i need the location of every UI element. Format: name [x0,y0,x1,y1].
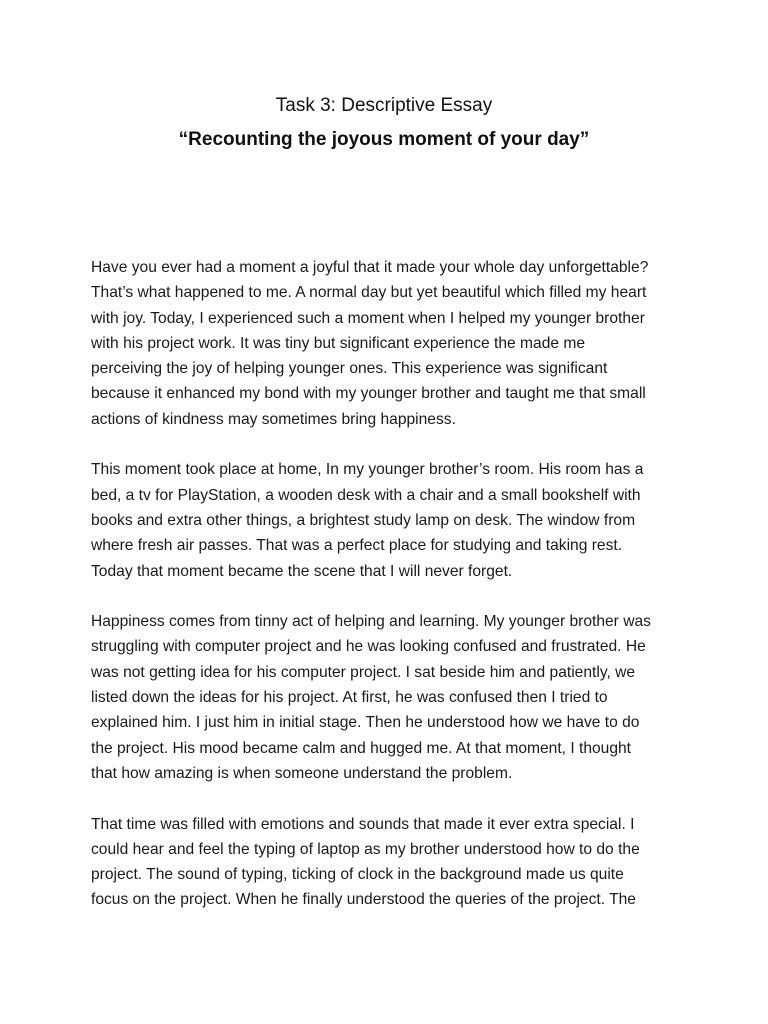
text-line: bed, a tv for PlayStation, a wooden desk with a chair and a small bookshelf with [91,486,641,504]
text-line: was not getting idea for his computer project. I sat beside him and patiently, we [91,663,636,681]
text-line: with joy. Today, I experienced such a moment when I helped my younger brother [91,309,645,327]
text-line: That’s what happened to me. A normal day but yet beautiful which filled my heart [91,284,647,302]
text-line: actions of kindness may sometimes bring happiness. [91,410,456,428]
text-line: that how amazing is when someone understand the problem. [91,764,513,782]
text-line: focus on the project. When he finally understood the queries of the project. The [91,891,636,909]
text-line: project. The sound of typing, ticking of clock in the background made us quite [91,866,624,884]
text-line: with his project work. It was tiny but significant experience the made me [91,334,586,352]
text-line: struggling with computer project and he was looking confused and frustrated. He [91,638,646,656]
text-line: That time was filled with emotions and sounds that made it ever extra special. I [91,815,635,833]
text-line: listed down the ideas for his project. At first, he was confused then I tried to [91,689,608,707]
text-line: because it enhanced my bond with my younger brother and taught me that small [91,385,646,403]
text-line: This moment took place at home, In my younger brother’s room. His room has a [91,461,644,479]
text-line: where fresh air passes. That was a perfect place for studying and taking rest. [91,537,623,555]
paragraph-2 [91,457,681,583]
text-line: Happiness comes from tinny act of helping and learning. My younger brother was [91,613,651,631]
text-line: the project. His mood became calm and hugged me. At that moment, I thought [91,739,632,757]
text-line: could hear and feel the typing of laptop as my brother understood how to do the [91,840,640,858]
text-line: Today that moment became the scene that I will never forget. [91,562,513,580]
text-line: Have you ever had a moment a joyful that it made your whole day unforgettable? [91,259,649,276]
text-line: books and extra other things, a brightest study lamp on desk. The window from [91,511,636,529]
paragraph-1 [91,255,681,432]
paragraph-3 [91,609,681,786]
task-title: Task 3: Descriptive Essay [275,95,493,116]
paragraph-4 [91,812,681,913]
essay-title: “Recounting the joyous moment of your day” [178,129,590,150]
text-line: explained him. I just him in initial stage. Then he understood how we have to do [91,714,640,732]
essay-body [91,255,681,913]
text-line: perceiving the joy of helping younger ones. This experience was significant [91,360,608,378]
